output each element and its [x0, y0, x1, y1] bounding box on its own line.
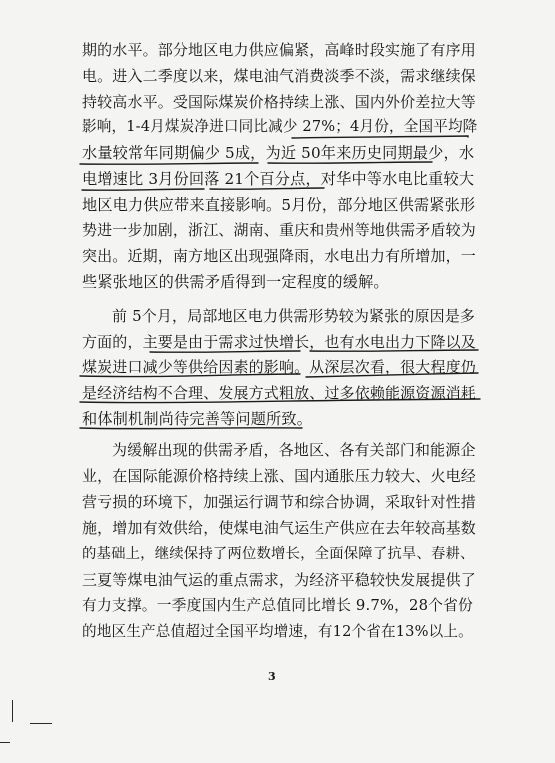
paragraph-3-line-6: 三夏等煤电油气运的重点需求，为经济平稳较快发展提供了 [82, 571, 476, 589]
paragraph-3-line-2: 业，在国际能源价格持续上涨、国内通胀压力较大、火电经 [82, 467, 476, 485]
paragraph-3-line-4: 施，增加有效供给，使煤电油气运生产供应在去年较高基数 [82, 519, 476, 537]
paragraph-2-line-3: 煤炭进口减少等供给因素的影响。从深层次看，很大程度仍 [82, 358, 476, 376]
paragraph-1-line-4: 影响，1-4月煤炭净进口同比减少 27%；4月份，全国平均降 [82, 118, 478, 135]
scan-artifact [0, 742, 10, 743]
paragraph-3-line-3: 营亏损的环境下，加强运行调节和综合协调，采取针对性措 [82, 493, 476, 511]
paragraph-1-line-5: 水量较常年同期偏少 5成，为近 50年来历史同期最少，水 [82, 144, 475, 162]
paragraph-1-line-1: 期的水平。部分地区电力供应偏紧，高峰时段实施了有序用 [82, 41, 476, 59]
paragraph-2-line-2: 方面的，主要是由于需求过快增长，也有水电出力下降以及 [82, 333, 476, 351]
scan-artifact [30, 723, 52, 724]
paragraph-3-line-5: 的基础上，继续保持了两位数增长，全面保障了抗旱、春耕、 [82, 546, 475, 562]
paragraph-1-line-3: 持较高水平。受国际煤炭价格持续上涨、国内外价差拉大等 [82, 93, 476, 111]
paragraph-2-line-5: 和体制机制尚待完善等问题所致。 [82, 410, 313, 428]
paragraph-1-line-6: 电增速比 3月份回落 21个百分点，对华中等水电比重较大 [82, 170, 475, 188]
paragraph-3-line-8: 的地区生产总值超过全国平均增速，有12个省在13%以上。 [82, 623, 473, 640]
paragraph-1-line-10: 些紧张地区的供需矛盾得到一定程度的缓解。 [82, 273, 389, 291]
paragraph-1-line-7: 地区电力供应带来直接影响。5月份，部分地区供需紧张形 [82, 196, 476, 214]
scan-artifact [12, 700, 13, 722]
paragraph-1-line-8: 势进一步加剧，浙江、湖南、重庆和贵州等地供需矛盾较为 [82, 221, 476, 239]
paragraph-2-line-4: 是经济结构不合理、发展方式粗放、过多依赖能源资源消耗 [82, 384, 476, 402]
paragraph-3-line-1: 为缓解出现的供需矛盾，各地区、各有关部门和能源企 [112, 441, 476, 459]
paragraph-3-line-7: 有力支撑。一季度国内生产总值同比增长 9.7%，28个省份 [82, 597, 474, 614]
page-number: 3 [268, 670, 276, 683]
paragraph-1-line-9: 突出。近期，南方地区出现强降雨，水电出力有所增加，一 [82, 247, 476, 265]
paragraph-2-line-1: 前 5个月，局部地区电力供需形势较为紧张的原因是多 [112, 307, 476, 325]
paragraph-1-line-2: 电。进入二季度以来，煤电油气消费淡季不淡，需求继续保 [82, 67, 476, 85]
